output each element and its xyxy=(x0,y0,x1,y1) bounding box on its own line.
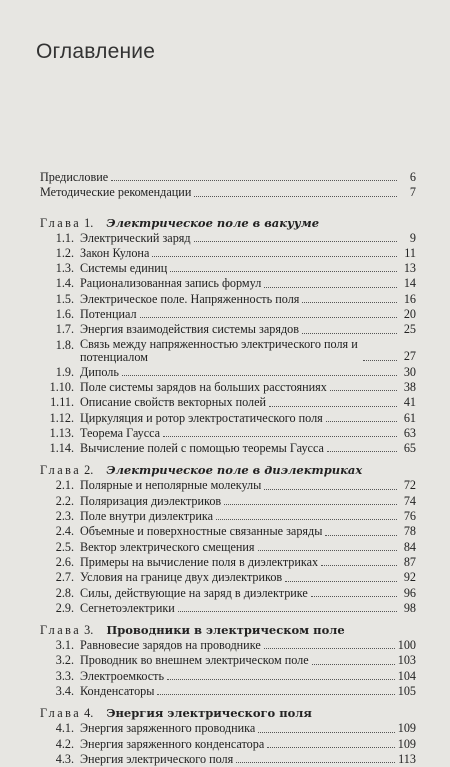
toc-entry[interactable] xyxy=(40,307,416,322)
toc-entry-guidelines[interactable] xyxy=(40,185,416,200)
section-title: Сегнетоэлектрики xyxy=(80,600,175,615)
dot-leader xyxy=(267,747,394,748)
table-of-contents xyxy=(40,170,416,767)
section-title: Поляризация диэлектриков xyxy=(80,493,222,508)
section-title: Электрический заряд xyxy=(80,230,191,245)
section-number: 1.11. xyxy=(50,395,74,410)
toc-entry[interactable] xyxy=(40,684,416,699)
dot-leader xyxy=(264,489,397,490)
chapter-number: 2. xyxy=(84,463,94,478)
toc-entry[interactable] xyxy=(40,555,416,570)
toc-entry[interactable] xyxy=(40,601,416,616)
section-title: Вычисление полей с помощью теоремы Гаусса xyxy=(80,441,324,456)
section-page: 20 xyxy=(403,307,416,322)
toc-entry[interactable] xyxy=(40,246,416,261)
dot-leader xyxy=(264,648,395,649)
toc-entry[interactable] xyxy=(40,494,416,509)
section-title: Энергия электрического поля xyxy=(80,751,234,766)
toc-entry[interactable] xyxy=(40,231,416,246)
section-number: 1.1. xyxy=(55,230,74,245)
dot-leader xyxy=(258,732,394,733)
toc-entry[interactable] xyxy=(40,395,416,410)
toc-entry[interactable] xyxy=(40,292,416,307)
dot-leader xyxy=(311,596,397,597)
chapter-heading[interactable] xyxy=(40,622,416,638)
section-number: 2.5. xyxy=(55,539,74,554)
section-title: Диполь xyxy=(80,364,119,379)
section-number: 3.2. xyxy=(55,653,74,668)
toc-entry[interactable] xyxy=(40,752,416,767)
section-title: Закон Кулона xyxy=(80,245,150,260)
section-title: Энергия заряженного конденсатора xyxy=(80,736,265,751)
chapter-word: Глава xyxy=(40,623,82,638)
section-number: 4.3. xyxy=(55,751,74,766)
chapter-title: Электрическое поле в вакууме xyxy=(106,215,320,230)
chapter-number: 4. xyxy=(84,706,94,721)
section-number: 2.9. xyxy=(55,600,74,615)
dot-leader xyxy=(302,302,397,303)
section-title: Электрическое поле. Напряженность поля xyxy=(80,291,300,306)
section-page: 105 xyxy=(397,684,416,699)
section-page: 78 xyxy=(403,524,416,539)
dot-leader xyxy=(285,581,397,582)
toc-entry-preface[interactable] xyxy=(40,170,416,185)
section-number: 2.3. xyxy=(55,509,74,524)
dot-leader xyxy=(194,196,397,197)
dot-leader xyxy=(321,565,397,566)
section-title: Теорема Гаусса xyxy=(80,425,161,440)
dot-leader xyxy=(327,451,397,452)
section-number: 1.8. xyxy=(55,337,74,352)
section-page: 76 xyxy=(403,509,416,524)
section-title: Конденсаторы xyxy=(80,684,155,699)
section-page: 84 xyxy=(403,539,416,554)
chapter-title: Электрическое поле в диэлектриках xyxy=(106,463,363,478)
section-page: 11 xyxy=(404,245,416,260)
dot-leader xyxy=(216,519,397,520)
toc-entry[interactable] xyxy=(40,276,416,291)
dot-leader xyxy=(269,406,397,407)
section-number: 2.6. xyxy=(55,554,74,569)
section-page: 96 xyxy=(403,585,416,600)
section-page: 13 xyxy=(403,261,416,276)
section-title: Поле системы зарядов на больших расстояниях xyxy=(80,379,327,394)
section-title: Электроемкость xyxy=(80,668,165,683)
dot-leader xyxy=(325,535,397,536)
section-title: Силы, действующие на заряд в диэлектрике xyxy=(80,585,308,600)
dot-leader xyxy=(258,550,397,551)
section-title: Полярные и неполярные молекулы xyxy=(80,478,262,493)
section-page: 109 xyxy=(397,721,416,736)
section-title: Рационализованная запись формул xyxy=(80,276,262,291)
section-number: 1.10. xyxy=(49,379,74,394)
chapter-number: 3. xyxy=(84,623,94,638)
dot-leader xyxy=(312,664,395,665)
section-number: 4.2. xyxy=(55,736,74,751)
section-number: 1.7. xyxy=(55,322,74,337)
section-page: 9 xyxy=(409,230,416,245)
toc-entry[interactable] xyxy=(40,380,416,395)
toc-entry-title: Методические рекомендации xyxy=(40,185,192,200)
section-page: 87 xyxy=(403,554,416,569)
section-title: Энергия заряженного проводника xyxy=(80,721,256,736)
toc-entry-page: 6 xyxy=(409,170,416,184)
section-number: 3.4. xyxy=(55,684,74,699)
section-page: 103 xyxy=(397,653,416,668)
chapter-word: Глава xyxy=(40,463,82,478)
dot-leader xyxy=(163,436,397,437)
dot-leader xyxy=(326,421,397,422)
toc-entry[interactable] xyxy=(40,638,416,653)
section-page: 14 xyxy=(403,276,416,291)
section-page: 98 xyxy=(403,600,416,615)
chapter-heading[interactable] xyxy=(40,705,416,721)
chapter-number: 1. xyxy=(84,215,94,230)
toc-entry[interactable] xyxy=(40,653,416,668)
section-number: 2.7. xyxy=(55,570,74,585)
section-page: 41 xyxy=(403,395,416,410)
chapter-word: Глава xyxy=(40,215,82,230)
toc-entry[interactable] xyxy=(40,478,416,493)
section-title: Условия на границе двух диэлектриков xyxy=(80,570,283,585)
dot-leader xyxy=(363,360,397,361)
toc-entry[interactable] xyxy=(40,737,416,752)
section-title: Проводник во внешнем электрическом поле xyxy=(80,653,309,668)
section-page: 104 xyxy=(397,668,416,683)
dot-leader xyxy=(122,375,397,376)
toc-entry[interactable] xyxy=(40,570,416,585)
section-number: 4.1. xyxy=(55,721,74,736)
section-page: 72 xyxy=(403,478,416,493)
section-page: 113 xyxy=(398,751,416,766)
toc-entry[interactable] xyxy=(40,411,416,426)
toc-entry[interactable] xyxy=(40,338,416,365)
dot-leader xyxy=(330,390,397,391)
section-page: 109 xyxy=(397,736,416,751)
section-title: Потенциал xyxy=(80,307,137,322)
section-page: 63 xyxy=(403,425,416,440)
dot-leader xyxy=(194,241,397,242)
dot-leader xyxy=(224,504,397,505)
toc-entry-title: Предисловие xyxy=(40,170,109,184)
chapter-title: Проводники в электрическом поле xyxy=(106,623,345,638)
toc-entry[interactable] xyxy=(40,509,416,524)
section-page: 27 xyxy=(403,349,416,364)
section-page: 92 xyxy=(403,570,416,585)
section-page: 61 xyxy=(403,410,416,425)
section-page: 16 xyxy=(403,291,416,306)
page-title: Оглавление xyxy=(36,40,156,63)
section-number: 2.8. xyxy=(55,585,74,600)
toc-entry-page: 7 xyxy=(409,185,416,200)
toc-entry[interactable] xyxy=(40,721,416,736)
toc-entry[interactable] xyxy=(40,365,416,380)
chapter-heading[interactable] xyxy=(40,462,416,478)
toc-entry[interactable] xyxy=(40,261,416,276)
toc-entry[interactable] xyxy=(40,586,416,601)
section-number: 1.12. xyxy=(49,410,74,425)
chapter-heading[interactable] xyxy=(40,215,416,231)
section-title: Объемные и поверхностные связанные заряды xyxy=(80,524,323,539)
dot-leader xyxy=(140,317,397,318)
section-number: 1.13. xyxy=(49,425,74,440)
section-number: 1.3. xyxy=(55,261,74,276)
dot-leader xyxy=(111,180,397,181)
toc-entry[interactable] xyxy=(40,441,416,456)
toc-entry[interactable] xyxy=(40,540,416,555)
toc-entry[interactable] xyxy=(40,524,416,539)
section-number: 2.1. xyxy=(55,478,74,493)
section-title: Системы единиц xyxy=(80,261,168,276)
chapter-word: Глава xyxy=(40,706,82,721)
dot-leader xyxy=(236,762,395,763)
toc-entry[interactable] xyxy=(40,669,416,684)
section-number: 3.3. xyxy=(55,668,74,683)
section-title: Энергия взаимодействия системы зарядов xyxy=(80,322,299,337)
section-page: 65 xyxy=(403,441,416,456)
section-number: 1.2. xyxy=(55,245,74,260)
section-number: 2.2. xyxy=(55,493,74,508)
section-number: 1.9. xyxy=(55,364,74,379)
dot-leader xyxy=(157,694,394,695)
section-number: 1.4. xyxy=(55,276,74,291)
chapter-title: Энергия электрического поля xyxy=(106,706,312,721)
section-title: Поле внутри диэлектрика xyxy=(80,509,214,524)
section-title: Вектор электрического смещения xyxy=(80,539,255,554)
section-title: Равновесие зарядов на проводнике xyxy=(80,638,261,653)
dot-leader xyxy=(152,256,397,257)
section-number: 1.6. xyxy=(55,307,74,322)
section-title: Связь между напряженностью электрического поля и потенциалом xyxy=(80,337,358,365)
section-title: Примеры на вычисление поля в диэлектриках xyxy=(80,554,319,569)
dot-leader xyxy=(178,611,397,612)
section-number: 1.5. xyxy=(55,291,74,306)
section-number: 3.1. xyxy=(55,638,74,653)
section-page: 100 xyxy=(397,638,416,653)
dot-leader xyxy=(302,333,397,334)
toc-entry[interactable] xyxy=(40,426,416,441)
dot-leader xyxy=(170,271,397,272)
dot-leader xyxy=(264,287,397,288)
section-title: Циркуляция и ротор электростатического поля xyxy=(80,410,323,425)
section-page: 74 xyxy=(403,493,416,508)
section-page: 25 xyxy=(403,322,416,337)
section-number: 2.4. xyxy=(55,524,74,539)
section-page: 30 xyxy=(403,364,416,379)
section-number: 1.14. xyxy=(49,441,74,456)
section-page: 38 xyxy=(403,379,416,394)
section-title: Описание свойств векторных полей xyxy=(80,395,267,410)
dot-leader xyxy=(167,679,395,680)
toc-entry[interactable] xyxy=(40,322,416,337)
